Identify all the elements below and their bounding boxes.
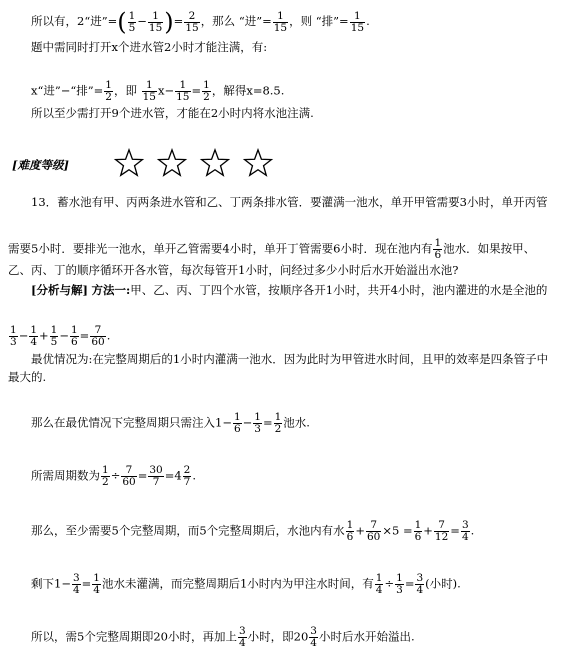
star-outline-icon [112,148,146,178]
text: = [262,415,273,430]
text: . [192,468,197,483]
fraction: $\frac{1}{3}$ [396,572,403,596]
fraction: $\frac{1}{4}$ [30,324,38,348]
fraction: $\frac{1}{6}$ [414,519,422,543]
fraction: $\frac{1}{3}$ [10,324,17,348]
text: = [450,523,460,538]
difficulty-stars [112,148,275,178]
text: ÷ [384,576,395,591]
fraction: $\frac{7}{60}$ [122,464,136,488]
fraction: $\frac{1}{15}$ [350,9,365,34]
text: 池水．如果按甲、 [443,241,536,256]
text: 甲、乙、丙、丁四个水管，按顺序各开1小时，共开4小时，池内灌进的水是全池的 [130,283,548,297]
star-outline-icon [241,148,275,178]
fraction: $\frac{3}{4}$ [416,572,424,596]
line-2: 题中需同时打开x个进水管2小时才能注满，有: [31,40,268,54]
text: (小时). [425,576,461,591]
fraction: $\frac{7}{12}$ [434,519,449,543]
text: 需要5小时．要排光一池水，单开乙管需要4小时，单开丁管需要6小时．现在池内有 [8,241,433,256]
line-8 [31,283,547,297]
fraction: $\frac{3}{4}$ [310,625,317,649]
text: − [242,415,253,430]
text: 那么，至少需要5个完整周期，而5个完整周期后，水池内有水 [31,523,345,538]
text: ÷ [110,468,121,483]
text: ，解得x=8.5. [211,83,285,98]
fraction: $\frac{2}{15}$ [185,9,199,34]
fraction: $\frac{1}{4}$ [375,572,383,596]
text: = [404,576,415,591]
text: 那么在最优情况下完整周期只需注入1− [31,415,232,430]
line-13 [31,465,196,488]
fraction: $\frac{1}{2}$ [105,79,112,103]
text: . [106,328,111,343]
paren-open: ( [117,8,127,36]
text: ，即 [113,83,137,98]
fraction: $\frac{1}{5}$ [128,9,136,34]
fraction: $\frac{7}{60}$ [91,324,105,348]
line-6 [8,238,535,261]
difficulty-label: [难度等级] [12,158,69,172]
paren-close: ) [164,8,174,36]
fraction: $\frac{1}{3}$ [254,411,261,435]
text: 所需周期数为 [31,468,100,483]
text: . [366,14,370,28]
fraction: $\frac{1}{2}$ [274,411,282,435]
fraction: $\frac{1}{2}$ [203,79,210,103]
fraction: $\frac{1}{6}$ [70,324,78,348]
text: − [59,328,69,343]
text: x“进”−“排”= [31,83,104,98]
text: 剩下1− [31,576,71,591]
fraction: $\frac{1}{15}$ [273,9,288,34]
fraction: $\frac{2}{7}$ [183,464,191,488]
text: . [470,523,475,538]
line-7: 乙、丙、丁的顺序循环开各水管，每次每管开1小时，问经过多少小时后水开始溢出水池? [8,263,459,277]
text: 小时后水开始溢出. [318,629,415,644]
line-3 [31,80,284,103]
text: 所以，需5个完整周期即20小时，再加上 [31,629,237,644]
text: 池水未灌满，而完整周期后1小时内为甲注水时间，有 [101,576,374,591]
fraction: $\frac{7}{60}$ [366,519,381,543]
line-16 [31,626,415,649]
text: x− [158,83,175,98]
line-10: 最优情况为:在完整周期后的1小时内灌满一池水．因为此时为甲管进水时间，且甲的效率是四条管子中 [31,352,549,366]
fraction: $\frac{1}{6}$ [233,411,241,435]
line-15 [31,573,461,596]
fraction: $\frac{1}{15}$ [142,79,156,103]
fraction: $\frac{1}{15}$ [148,9,163,34]
text: 池水. [283,415,310,430]
line-9 [8,325,110,348]
line-4: 所以至少需打开9个进水管，才能在2小时内将水池注满. [31,106,314,120]
fraction: $\frac{3}{4}$ [238,625,246,649]
line-1 [31,10,370,34]
method-label: 方法一: [91,283,131,297]
text: − [137,14,147,28]
line-11: 最大的. [8,370,47,384]
text: + [39,328,49,343]
line-5: 13．蓄水池有甲、丙两条进水管和乙、丁两条排水管．要灌满一池水，单开甲管需要3小时，单开丙管 [31,195,548,209]
text: 所以有，2“进”= [31,14,118,28]
fraction: $\frac{3}{4}$ [461,519,469,543]
text: ，那么 “进”= [200,14,272,28]
text: = [191,83,202,98]
fraction: $\frac{1}{5}$ [50,324,58,348]
line-14 [31,520,474,543]
text: ×5 = [382,523,413,538]
text: + [423,523,433,538]
fraction: $\frac{1}{2}$ [102,464,109,488]
fraction: $\frac{1}{6}$ [434,237,442,261]
text: 小时，即20 [247,629,309,644]
fraction: $\frac{1}{6}$ [346,519,354,543]
text: = [137,468,148,483]
fraction: $\frac{1}{4}$ [93,572,100,596]
text: − [18,328,29,343]
text: = [173,14,184,28]
star-outline-icon [155,148,189,178]
fraction: $\frac{30}{7}$ [149,464,163,488]
star-outline-icon [198,148,232,178]
text: = [79,328,90,343]
line-12 [31,412,310,435]
text: = [81,576,92,591]
text: =4 [164,468,182,483]
fraction: $\frac{1}{15}$ [176,79,190,103]
text: + [355,523,365,538]
fraction: $\frac{3}{4}$ [72,572,80,596]
text: ，则 “排”= [289,14,349,28]
analysis-label: [分析与解] [31,283,88,297]
